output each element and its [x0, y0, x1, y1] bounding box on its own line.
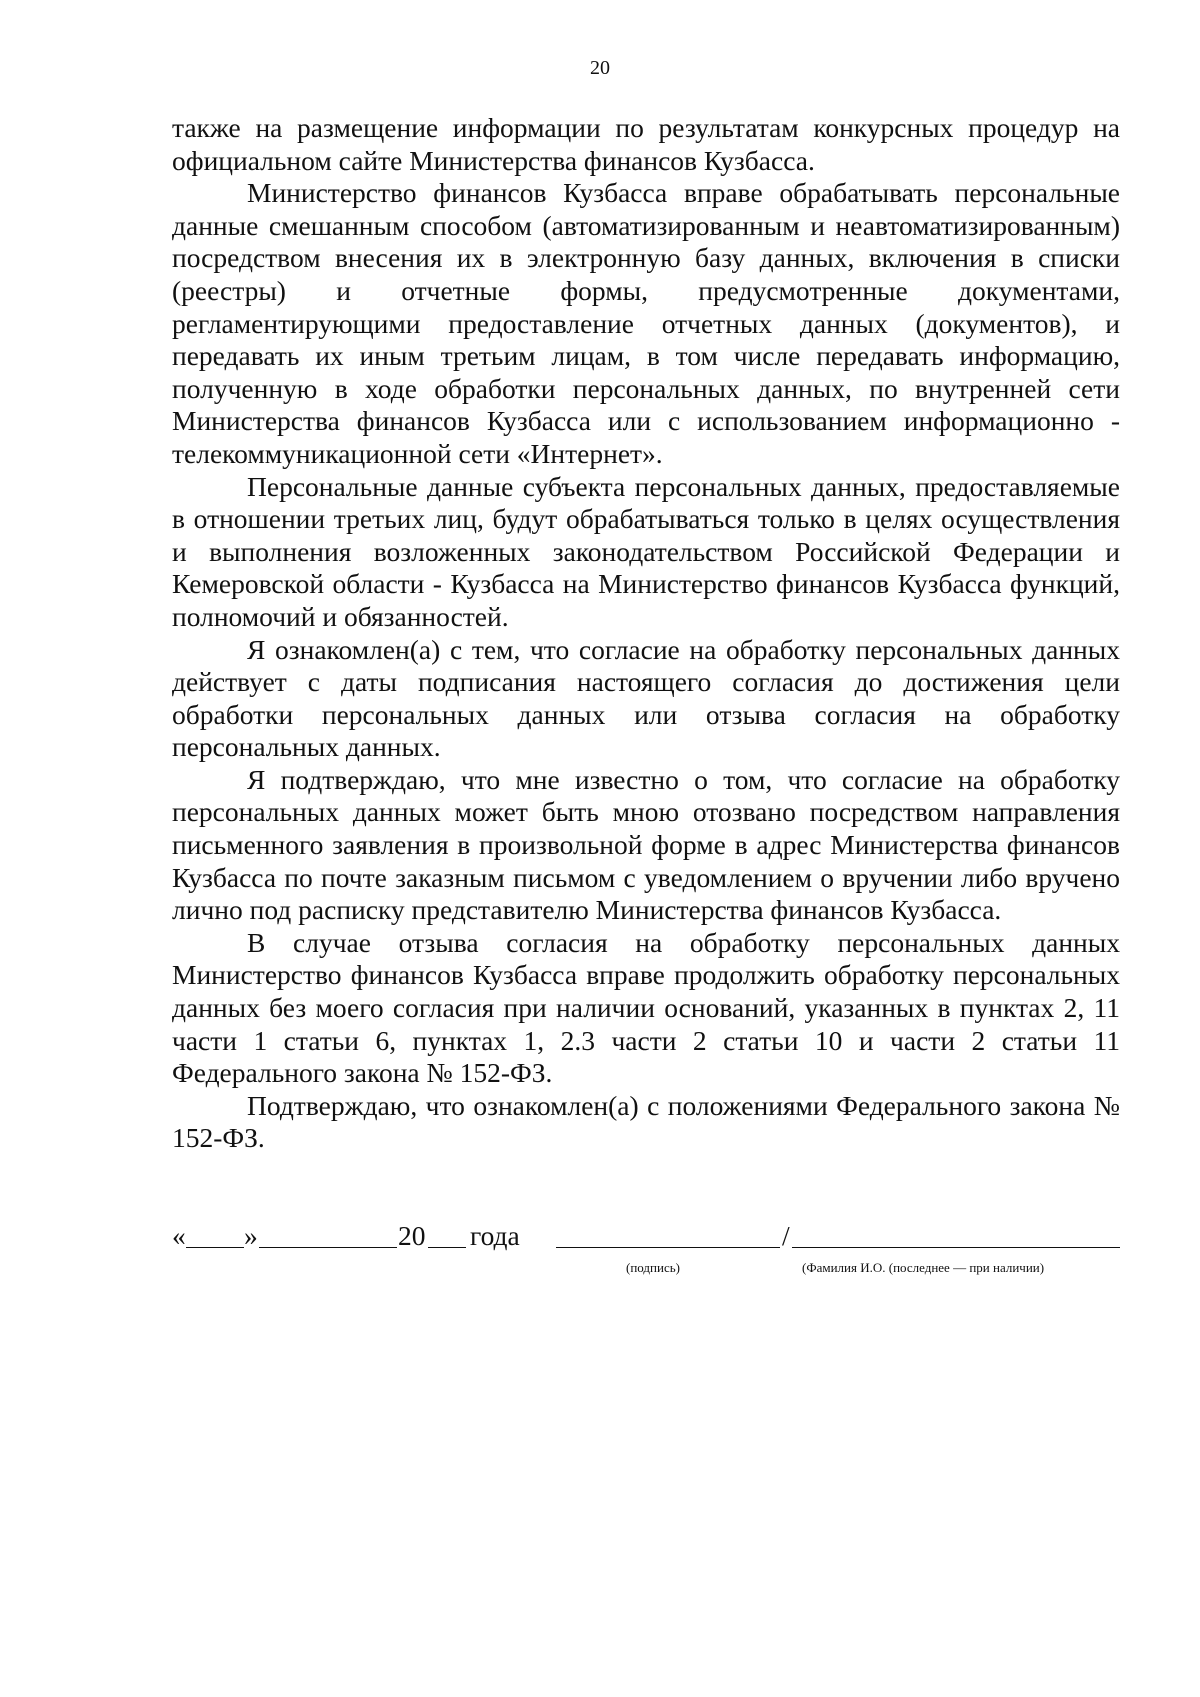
full-name-caption: (Фамилия И.О. (последнее — при наличии)	[802, 1260, 1045, 1275]
paragraph-processing-after-withdrawal: В случае отзыва согласия на обработку персональных данных Министерство финансов Кузбасса вправе продолжить обработку персональных данных без моего согласия при наличии оснований, указанных в пунктах 2, 11 части 1 статьи 6, пунктах 1, 2.3 части 2 статьи 10 и части 2 статьи 11 Федерального закона № 152-ФЗ.	[172, 926, 1120, 1089]
paragraph-consent-validity: Я ознакомлен(а) с тем, что согласие на обработку персональных данных действует с даты подписания настоящего согласия до достижения цели обработки персональных данных или отзыва согласия на обработку персональных данных.	[172, 633, 1120, 763]
month-blank-field[interactable]	[259, 1247, 397, 1248]
paragraph-law-acknowledgement: Подтверждаю, что ознакомлен(а) с положениями Федерального закона № 152-ФЗ.	[172, 1089, 1120, 1154]
paragraph-third-parties: Персональные данные субъекта персональных данных, предоставляемые в отношении третьих лиц, будут обрабатываться только в целях осуществления и выполнения возложенных законодательством Российской Федерации и Кемеровской области - Кузбасса на Министерство финансов Кузбасса функций, полномочий и обязанностей.	[172, 470, 1120, 632]
full-name-blank-field[interactable]	[792, 1247, 1120, 1248]
date-open-quote: «	[172, 1220, 186, 1251]
year-blank-field[interactable]	[428, 1247, 466, 1248]
document-body	[172, 112, 1120, 1155]
signature-blank-field[interactable]	[556, 1247, 780, 1248]
signature-slash: /	[782, 1220, 790, 1251]
signature-caption: (подпись)	[626, 1260, 680, 1275]
paragraph-data-processing: Министерство финансов Кузбасса вправе обрабатывать персональные данные смешанным способом (автоматизированным и неавтоматизированным) посредством внесения их в электронную базу данных, включения в списки (реестры) и отчетные формы, предусмотренные документами, регламентирующими предоставление отчетных данных (документов), и передавать их иным третьим лицам, в том числе передавать информацию, полученную в ходе обработки персональных данных, по внутренней сети Министерства финансов Кузбасса или с использованием информационно - телекоммуникационной сети «Интернет».	[172, 177, 1120, 469]
year-word: года	[470, 1220, 520, 1251]
page-number: 20	[590, 57, 610, 79]
paragraph-consent-withdrawal: Я подтверждаю, что мне известно о том, что согласие на обработку персональных данных может быть мною отозвано посредством направления письменного заявления в произвольной форме в адрес Министерства финансов Кузбасса по почте заказным письмом с уведомлением о вручении либо вручено лично под расписку представителю Министерства финансов Кузбасса.	[172, 763, 1120, 926]
paragraph-1-continuation: также на размещение информации по результатам конкурсных процедур на официальном сайте Министерства финансов Кузбасса.	[172, 112, 1120, 176]
signature-block	[172, 1220, 1120, 1280]
day-blank-field[interactable]	[186, 1247, 244, 1248]
year-prefix: 20	[398, 1220, 426, 1251]
date-close-quote: »	[244, 1220, 258, 1251]
